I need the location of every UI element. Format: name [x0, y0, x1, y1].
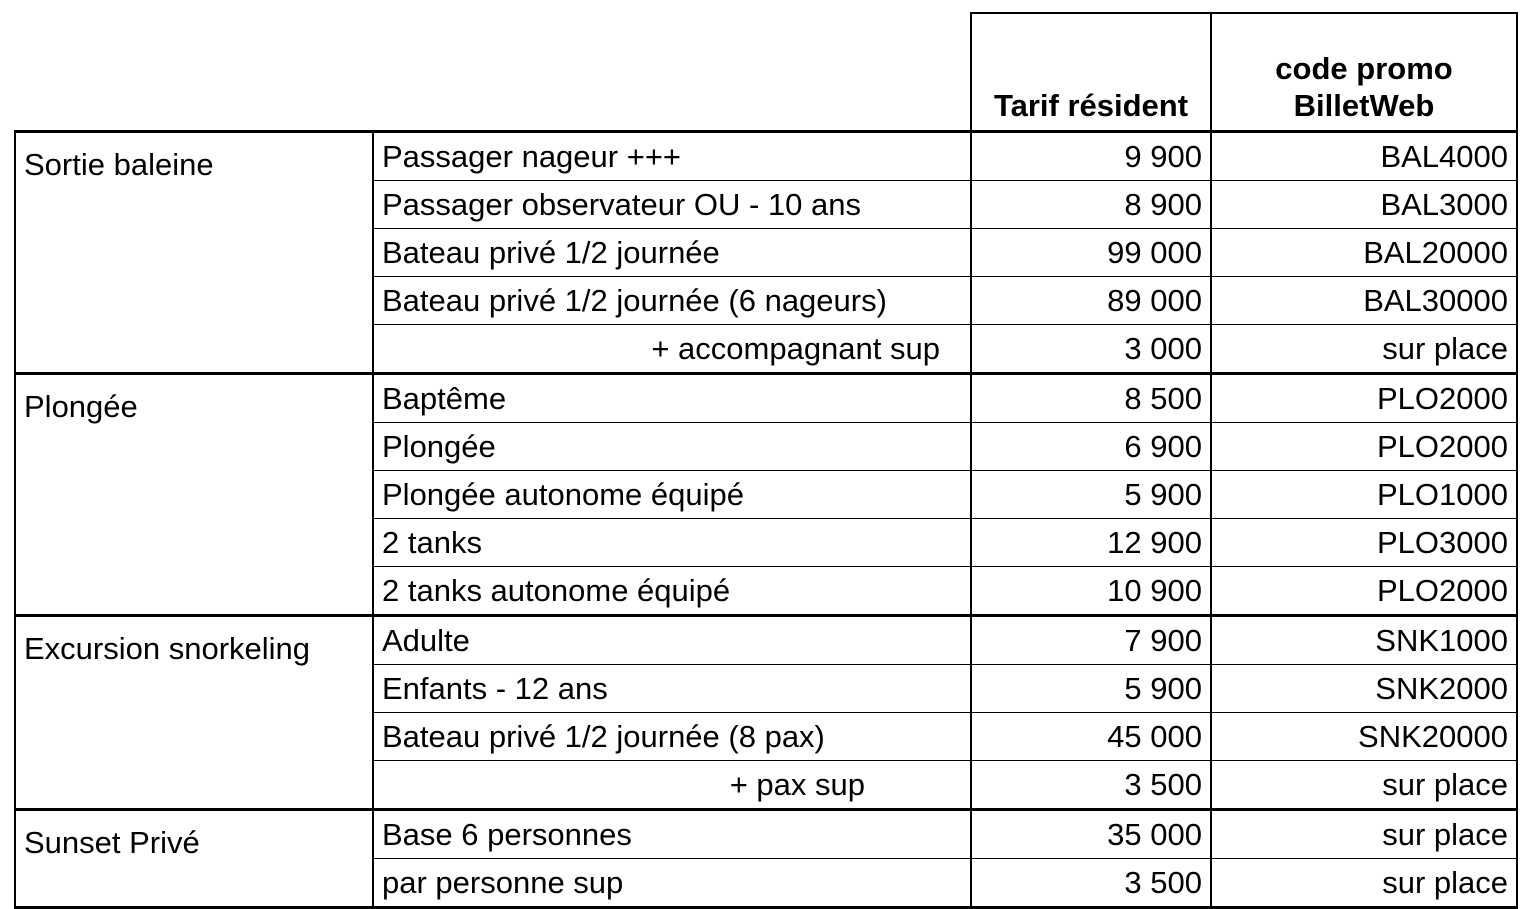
item-cell: Bateau privé 1/2 journée (8 pax)	[373, 713, 971, 761]
promo-code-cell: SNK1000	[1211, 616, 1517, 665]
item-cell: par personne sup	[373, 859, 971, 908]
promo-code-cell: PLO1000	[1211, 471, 1517, 519]
promo-code-cell: sur place	[1211, 325, 1517, 374]
table-row	[15, 616, 1517, 665]
price-cell: 89 000	[971, 277, 1211, 325]
table-row	[15, 132, 1517, 181]
header-promo-code: code promo BilletWeb	[1211, 13, 1517, 132]
promo-code-cell: PLO2000	[1211, 374, 1517, 423]
promo-code-cell: sur place	[1211, 761, 1517, 810]
price-cell: 3 500	[971, 859, 1211, 908]
category-cell: Sortie baleine	[15, 132, 373, 374]
promo-code-cell: BAL3000	[1211, 181, 1517, 229]
category-cell: Excursion snorkeling	[15, 616, 373, 810]
price-cell: 9 900	[971, 132, 1211, 181]
promo-code-cell: PLO2000	[1211, 423, 1517, 471]
item-cell: Bateau privé 1/2 journée (6 nageurs)	[373, 277, 971, 325]
item-cell: Baptême	[373, 374, 971, 423]
price-cell: 45 000	[971, 713, 1211, 761]
price-cell: 8 500	[971, 374, 1211, 423]
item-cell: Plongée autonome équipé	[373, 471, 971, 519]
promo-code-cell: PLO2000	[1211, 567, 1517, 616]
item-cell: 2 tanks	[373, 519, 971, 567]
header-blank-cell	[15, 13, 373, 132]
promo-code-cell: sur place	[1211, 810, 1517, 859]
item-cell: Passager observateur OU - 10 ans	[373, 181, 971, 229]
promo-code-cell: PLO3000	[1211, 519, 1517, 567]
category-cell: Plongée	[15, 374, 373, 616]
price-cell: 10 900	[971, 567, 1211, 616]
price-cell: 35 000	[971, 810, 1211, 859]
price-cell: 5 900	[971, 665, 1211, 713]
promo-code-cell: BAL20000	[1211, 229, 1517, 277]
item-cell: + pax sup	[373, 761, 971, 810]
promo-code-cell: SNK20000	[1211, 713, 1517, 761]
item-cell: Base 6 personnes	[373, 810, 971, 859]
pricing-table	[14, 12, 1518, 909]
price-cell: 8 900	[971, 181, 1211, 229]
header-row	[15, 13, 1517, 132]
price-cell: 3 000	[971, 325, 1211, 374]
item-cell: + accompagnant sup	[373, 325, 971, 374]
item-cell: 2 tanks autonome équipé	[373, 567, 971, 616]
promo-code-cell: SNK2000	[1211, 665, 1517, 713]
category-cell: Sunset Privé	[15, 810, 373, 908]
header-price: Tarif résident	[971, 13, 1211, 132]
table-row	[15, 374, 1517, 423]
item-cell: Enfants - 12 ans	[373, 665, 971, 713]
price-cell: 5 900	[971, 471, 1211, 519]
price-cell: 99 000	[971, 229, 1211, 277]
table-row	[15, 810, 1517, 859]
item-cell: Passager nageur +++	[373, 132, 971, 181]
item-cell: Plongée	[373, 423, 971, 471]
price-cell: 6 900	[971, 423, 1211, 471]
header-blank-cell	[373, 13, 971, 132]
promo-code-cell: BAL4000	[1211, 132, 1517, 181]
item-cell: Adulte	[373, 616, 971, 665]
price-cell: 3 500	[971, 761, 1211, 810]
promo-code-cell: sur place	[1211, 859, 1517, 908]
promo-code-cell: BAL30000	[1211, 277, 1517, 325]
price-cell: 7 900	[971, 616, 1211, 665]
price-cell: 12 900	[971, 519, 1211, 567]
item-cell: Bateau privé 1/2 journée	[373, 229, 971, 277]
